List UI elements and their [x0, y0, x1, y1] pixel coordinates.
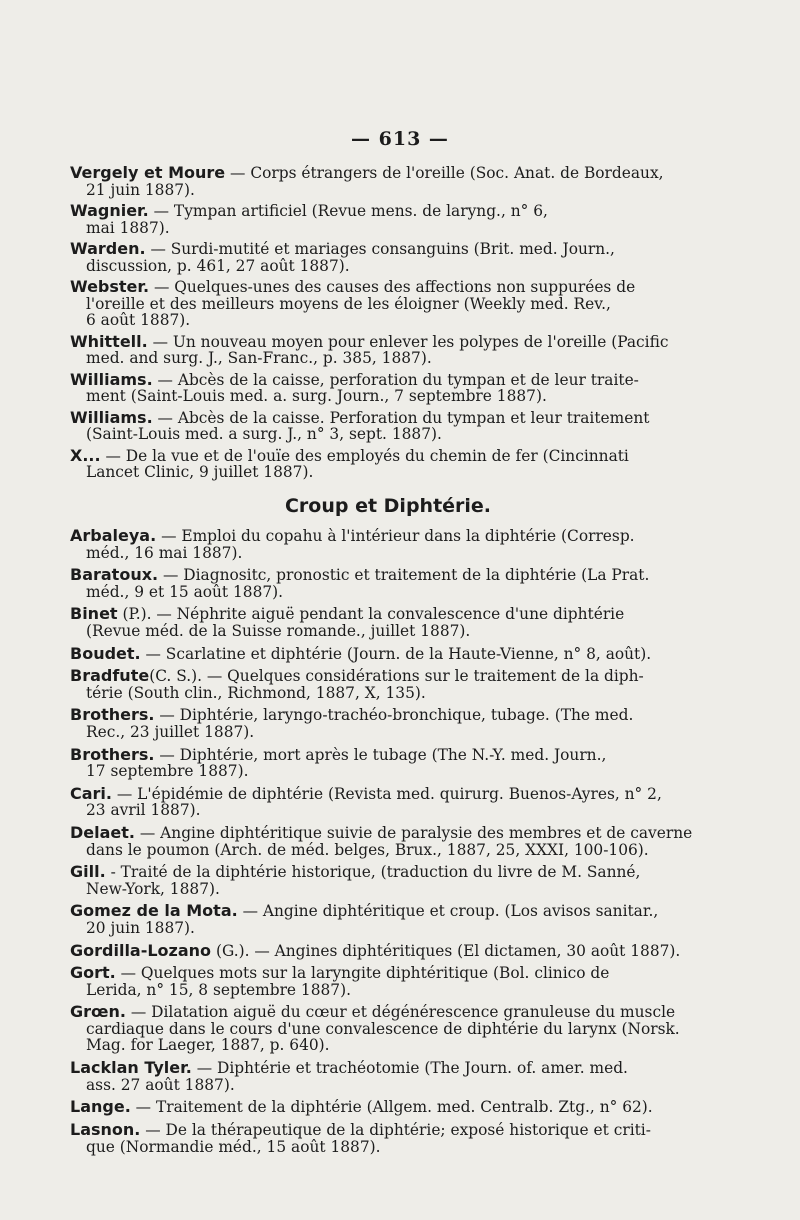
entry-first-line: [70, 864, 706, 881]
entry-first-line: [70, 203, 706, 220]
entry-first-line: [70, 369, 706, 389]
entry-continuation: (Revue méd. de la Suisse romande., juillet 1887).: [86, 621, 471, 640]
author-name: Binet: [70, 604, 118, 624]
entry-continuation: dans le poumon (Arch. de méd. belges, Brux., 1887, 25, XXXI, 100-106).: [86, 840, 649, 859]
bibliography-entry: [70, 567, 706, 600]
bibliography-list-croup: [70, 528, 706, 1161]
entry-text: — L'épidémie de diphtérie (Revista med. quirurg. Buenos-Ayres, n° 2,: [112, 784, 662, 803]
bibliography-entry: [70, 165, 706, 198]
entry-first-line: [70, 279, 706, 296]
entry-continuation: med. and surg. J., San-Franc., p. 385, 1887).: [86, 349, 432, 367]
entry-text: — Tympan artificiel (Revue mens. de laryng., n° 6,: [148, 202, 548, 220]
entry-text: — De la vue et de l'ouïe des employés du chemin de fer (Cincinnati: [100, 446, 629, 465]
entry-continuation: ass. 27 août 1887).: [86, 1075, 235, 1094]
entry-text: - Traité de la diphtérie historique, (traduction du livre de M. Sanné,: [105, 863, 641, 882]
author-name: Wagnier.: [70, 201, 149, 220]
bibliography-entry: [70, 369, 706, 405]
bibliography-entry: [70, 707, 706, 740]
entry-text: — Diphtérie, laryngo-trachéo-bronchique, tubage. (The med.: [154, 706, 634, 725]
entry-text: — Traitement de la diphtérie (Allgem. med. Centralb. Ztg., n° 62).: [130, 1098, 653, 1117]
author-name: Lasnon.: [70, 1120, 141, 1139]
bibliography-entry: [70, 203, 706, 236]
author-name: Webster.: [70, 277, 150, 296]
entry-first-line: [70, 407, 706, 427]
bibliography-entry: [70, 1099, 706, 1116]
entry-first-line: [70, 1004, 706, 1021]
entry-text: — Corps étrangers de l'oreille (Soc. Anat. de Bordeaux,: [225, 164, 664, 182]
bibliography-entry: [70, 407, 706, 443]
entry-text: — Abcès de la caisse. Perforation du tympan et leur traitement: [152, 408, 650, 427]
entry-continuation: méd., 16 mai 1887).: [86, 543, 243, 562]
author-name: Williams.: [70, 369, 153, 389]
entry-first-line: [70, 1122, 706, 1139]
entry-text: — Abcès de la caisse, perforation du tympan et de leur traite-: [152, 370, 639, 389]
bibliography-entry: [70, 783, 706, 820]
entry-first-line: [70, 1099, 706, 1116]
section-heading: Croup et Diphtérie.: [284, 495, 492, 517]
entry-continuation: l'oreille et des meilleurs moyens de les éloigner (Weekly med. Rev.,: [86, 294, 611, 313]
entry-first-line: [70, 241, 706, 258]
author-name: Boudet.: [70, 643, 141, 663]
entry-continuation: Lancet Clinic, 9 juillet 1887).: [86, 463, 314, 481]
author-name: Baratoux.: [70, 565, 159, 585]
entry-text: — Quelques mots sur la laryngite diphtéritique (Bol. clinico de: [115, 964, 610, 983]
entry-continuation: New-York, 1887).: [86, 879, 220, 898]
author-name: Whittell.: [70, 331, 148, 351]
page-number: — 613 —: [351, 128, 449, 150]
entry-first-line: [70, 445, 706, 465]
author-name: X...: [70, 445, 101, 465]
author-name: Lange.: [70, 1097, 131, 1117]
entry-first-line: [70, 903, 706, 920]
entry-continuation: discussion, p. 461, 27 août 1887).: [86, 256, 350, 275]
entry-first-line: [70, 707, 706, 724]
bibliography-entry: [70, 528, 706, 561]
entry-text: — Emploi du copahu à l'intérieur dans la diphtérie (Corresp.: [156, 527, 635, 545]
author-name: Vergely et Moure: [70, 163, 226, 182]
entry-first-line: [70, 528, 706, 545]
author-name: Gort.: [70, 963, 116, 983]
author-name: Grœn.: [70, 1002, 126, 1022]
entry-continuation: Rec., 23 juillet 1887).: [86, 722, 255, 741]
entry-continuation: Mag. for Laeger, 1887, p. 640).: [86, 1036, 330, 1055]
author-name: Gordilla-Lozano: [70, 940, 212, 960]
author-name: Brothers.: [70, 744, 155, 764]
author-name: Brothers.: [70, 705, 155, 725]
bibliography-entry: [70, 331, 706, 367]
entry-text: — Diphtérie et trachéotomie (The Journ. of. amer. med.: [191, 1059, 628, 1078]
entry-continuation: Lerida, n° 15, 8 septembre 1887).: [86, 980, 351, 999]
entry-continuation: 23 avril 1887).: [86, 801, 201, 820]
entry-first-line: [70, 165, 706, 182]
entry-continuation: térie (South clin., Richmond, 1887, X, 135).: [86, 683, 426, 702]
entry-continuation: que (Normandie méd., 15 août 1887).: [86, 1137, 381, 1156]
entry-text: — Diphtérie, mort après le tubage (The N.-Y. med. Journ.,: [154, 745, 607, 764]
author-name: Bradfute: [70, 666, 150, 686]
entry-continuation: 17 septembre 1887).: [86, 762, 249, 781]
entry-text: — Un nouveau moyen pour enlever les polypes de l'oreille (Pacific: [147, 332, 669, 351]
entry-text: (C. S.). — Quelques considérations sur le traitement de la diph-: [149, 667, 644, 686]
author-name: Delaet.: [70, 823, 135, 842]
entry-continuation: cardiaque dans le cours d'une convalescence de diphtérie du larynx (Norsk.: [86, 1019, 680, 1038]
entry-continuation: ment (Saint-Louis med. a. surg. Journ., 7 septembre 1887).: [86, 387, 547, 405]
entry-text: — Quelques-unes des causes des affections non suppurées de: [149, 278, 636, 296]
author-name: Gill.: [70, 862, 106, 882]
entry-text: — Angine diphtéritique et croup. (Los avisos sanitar.,: [237, 902, 659, 921]
entry-continuation: méd., 9 et 15 août 1887).: [86, 582, 284, 601]
bibliography-list-ear: [70, 165, 706, 486]
author-name: Gomez de la Mota.: [70, 901, 238, 921]
entry-text: (P.). — Néphrite aiguë pendant la convalescence d'une diphtérie: [117, 605, 625, 624]
bibliography-entry: [70, 940, 706, 960]
bibliography-entry: [70, 1122, 706, 1155]
author-name: Lacklan Tyler.: [70, 1058, 192, 1078]
entry-first-line: [70, 567, 706, 584]
entry-continuation: 21 juin 1887).: [86, 180, 195, 199]
entry-first-line: [70, 1060, 706, 1077]
entry-first-line: [70, 606, 706, 623]
entry-text: — Surdi-mutité et mariages consanguins (Brit. med. Journ.,: [145, 240, 615, 258]
entry-text: — Angine diphtéritique suivie de paralysie des membres et de caverne: [135, 824, 693, 842]
entry-text: — Diagnositc, pronostic et traitement de la diphtérie (La Prat.: [158, 566, 650, 585]
author-name: Williams.: [70, 407, 153, 427]
entry-text: — Dilatation aiguë du cœur et dégénérescence granuleuse du muscle: [126, 1003, 676, 1022]
entry-first-line: [70, 825, 706, 842]
bibliography-entry: [70, 1004, 706, 1054]
bibliography-entry: [70, 606, 706, 639]
entry-first-line: [70, 965, 706, 982]
entry-first-line: [70, 643, 706, 663]
bibliography-entry: [70, 1060, 706, 1093]
bibliography-entry: [70, 445, 706, 481]
author-name: Warden.: [70, 239, 146, 258]
bibliography-entry: [70, 668, 706, 701]
bibliography-entry: [70, 903, 706, 936]
entry-continuation: (Saint-Louis med. a surg. J., n° 3, sept. 1887).: [86, 425, 442, 443]
entry-continuation: 6 août 1887).: [86, 311, 191, 329]
bibliography-entry: [70, 965, 706, 998]
entry-first-line: [70, 744, 706, 764]
bibliography-entry: [70, 864, 706, 897]
entry-continuation: 20 juin 1887).: [86, 918, 195, 937]
entry-first-line: [70, 331, 706, 351]
entry-first-line: [70, 783, 706, 803]
bibliography-entry: [70, 825, 706, 858]
author-name: Cari.: [70, 783, 112, 803]
author-name: Arbaleya.: [70, 526, 157, 545]
entry-text: — Scarlatine et diphtérie (Journ. de la Haute-Vienne, n° 8, août).: [140, 644, 652, 663]
entry-text: — De la thérapeutique de la diphtérie; exposé historique et criti-: [140, 1121, 651, 1139]
bibliography-entry: [70, 279, 706, 329]
entry-text: (G.). — Angines diphtéritiques (El dictamen, 30 août 1887).: [211, 941, 681, 960]
entry-continuation: mai 1887).: [86, 218, 170, 237]
bibliography-entry: [70, 643, 706, 663]
bibliography-entry: [70, 241, 706, 274]
bibliography-entry: [70, 744, 706, 781]
entry-first-line: [70, 940, 706, 960]
entry-first-line: [70, 668, 706, 685]
